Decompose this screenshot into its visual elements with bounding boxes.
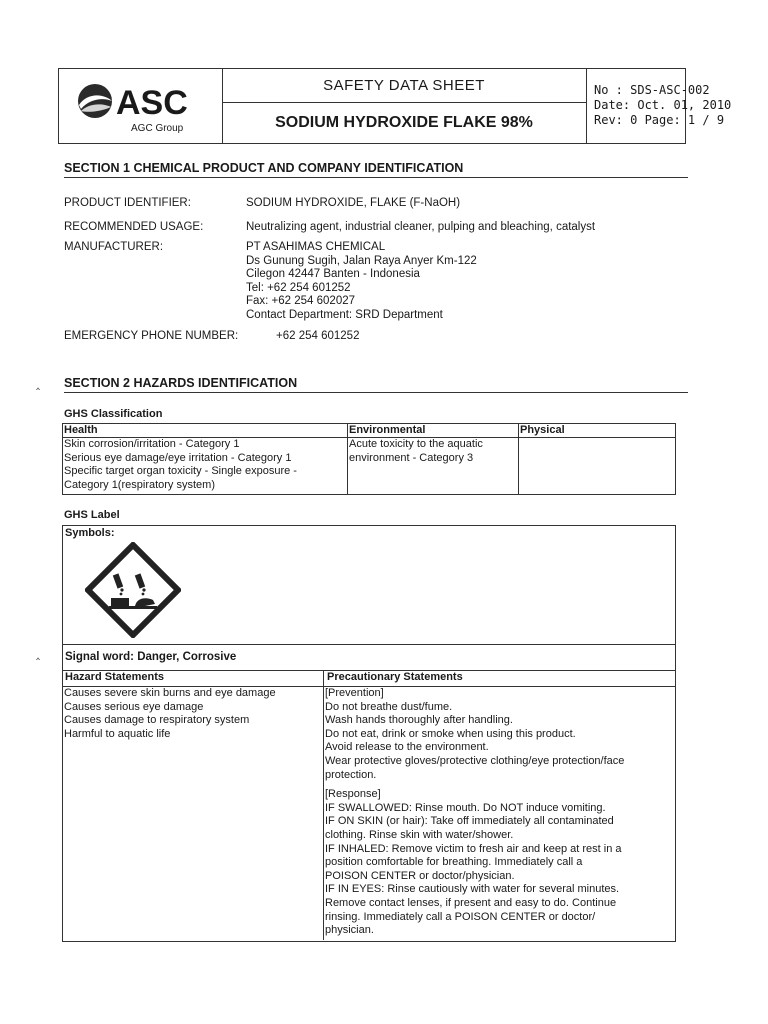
prevention-line: Do not eat, drink or smoke when using this product.	[325, 727, 576, 740]
document-meta	[587, 69, 732, 143]
manufacturer-line: Cilegon 42447 Banten - Indonesia	[246, 268, 420, 281]
prevention-line: Wear protective gloves/protective clothing/eye protection/face	[325, 754, 625, 767]
hazard-statement: Causes severe skin burns and eye damage	[64, 687, 276, 699]
column-divider	[323, 670, 324, 940]
manufacturer-address	[246, 241, 477, 323]
hazard-statements-header: Hazard Statements	[65, 671, 165, 683]
response-line: position comfortable for breathing. Immediately call a	[325, 856, 583, 869]
section-2-heading: SECTION 2 HAZARDS IDENTIFICATION	[64, 376, 688, 393]
emergency-phone-value: +62 254 601252	[276, 330, 360, 342]
response-line: IF IN EYES: Rinse cautiously with water for several minutes.	[325, 883, 620, 896]
recommended-usage-label: RECOMMENDED USAGE:	[64, 221, 204, 233]
response-line: Remove contact lenses, if present and easy to do. Continue	[325, 896, 617, 909]
response-line: POISON CENTER or doctor/physician.	[325, 869, 515, 882]
prevention-line: [Prevention]	[325, 687, 384, 699]
ghs-classification-label: GHS Classification	[64, 408, 163, 420]
revision-page: Rev: 0 Page: 1 / 9	[594, 113, 725, 127]
health-line: Specific target organ toxicity - Single exposure -	[64, 465, 297, 478]
hazard-statement: Causes damage to respiratory system	[64, 714, 250, 727]
prevention-line: Wash hands thoroughly after handling.	[325, 714, 513, 727]
ghs-label-heading: GHS Label	[64, 509, 120, 521]
document-header	[58, 68, 732, 144]
symbols-label: Symbols:	[65, 527, 115, 539]
prevention-line: Do not breathe dust/fume.	[325, 700, 453, 713]
statements-table	[62, 670, 676, 942]
product-title: SODIUM HYDROXIDE FLAKE 98%	[275, 114, 533, 131]
environmental-line: Acute toxicity to the aquatic	[349, 438, 483, 450]
manufacturer-line: PT ASAHIMAS CHEMICAL	[246, 241, 386, 253]
manufacturer-line: Fax: +62 254 602027	[246, 295, 356, 308]
asc-logo-icon	[75, 81, 205, 125]
hazard-statement: Harmful to aquatic life	[64, 727, 171, 740]
recommended-usage-value: Neutralizing agent, industrial cleaner, pulping and bleaching, catalyst	[246, 221, 596, 233]
table-header-environmental: Environmental	[348, 424, 519, 438]
section-1-heading: SECTION 1 CHEMICAL PRODUCT AND COMPANY IDENTIFICATION	[64, 161, 688, 178]
manufacturer-line: Tel: +62 254 601252	[246, 281, 351, 294]
manufacturer-line: Contact Department: SRD Department	[246, 308, 443, 321]
precautionary-statements-list	[325, 687, 673, 938]
response-line: physician.	[325, 924, 374, 937]
response-line: IF SWALLOWED: Rinse mouth. Do NOT induce vomiting.	[325, 801, 606, 814]
response-line: clothing. Rinse skin with water/shower.	[325, 828, 514, 841]
precautionary-statements-header: Precautionary Statements	[327, 671, 463, 683]
health-line: Skin corrosion/irritation - Category 1	[64, 438, 240, 450]
corrosion-pictogram-icon	[85, 542, 181, 638]
environmental-line: environment - Category 3	[349, 451, 474, 464]
response-line: [Response]	[325, 788, 381, 801]
table-header-physical: Physical	[519, 424, 676, 438]
logo-subtitle: AGC Group	[131, 123, 184, 134]
health-line: Category 1(respiratory system)	[64, 478, 215, 491]
environmental-cell	[348, 438, 519, 495]
prevention-line: Avoid release to the environment.	[325, 741, 489, 754]
logo-cell	[59, 69, 223, 143]
signal-word: Signal word: Danger, Corrosive	[63, 644, 675, 670]
emergency-phone-label: EMERGENCY PHONE NUMBER:	[64, 330, 239, 342]
logo-text: ASC	[116, 84, 188, 122]
document-date: Date: Oct. 01, 2010	[594, 98, 732, 112]
response-line: rinsing. Immediately call a POISON CENTER or doctor/	[325, 910, 596, 923]
physical-cell	[519, 438, 676, 495]
product-identifier-label: PRODUCT IDENTIFIER:	[64, 197, 191, 209]
scan-mark: ‸	[36, 376, 41, 390]
prevention-line: protection.	[325, 768, 377, 781]
hazard-statement: Causes serious eye damage	[64, 700, 204, 713]
manufacturer-label: MANUFACTURER:	[64, 241, 164, 253]
health-cell	[63, 438, 348, 495]
document-type: SAFETY DATA SHEET	[222, 69, 586, 103]
title-cell	[222, 69, 587, 143]
response-line: IF INHALED: Remove victim to fresh air and keep at rest in a	[325, 842, 622, 855]
health-line: Serious eye damage/eye irritation - Category 1	[64, 451, 292, 464]
response-line: IF ON SKIN (or hair): Take off immediately all contaminated	[325, 815, 614, 828]
document-number: No : SDS-ASC-002	[594, 83, 710, 97]
manufacturer-line: Ds Gunung Sugih, Jalan Raya Anyer Km-122	[246, 254, 477, 267]
ghs-label-box	[62, 525, 676, 671]
product-identifier-value: SODIUM HYDROXIDE, FLAKE (F-NaOH)	[246, 197, 461, 209]
hazard-statements-list	[64, 687, 322, 741]
scan-mark: ‸	[36, 646, 41, 660]
ghs-classification-table	[62, 423, 676, 495]
table-header-health: Health	[63, 424, 348, 438]
